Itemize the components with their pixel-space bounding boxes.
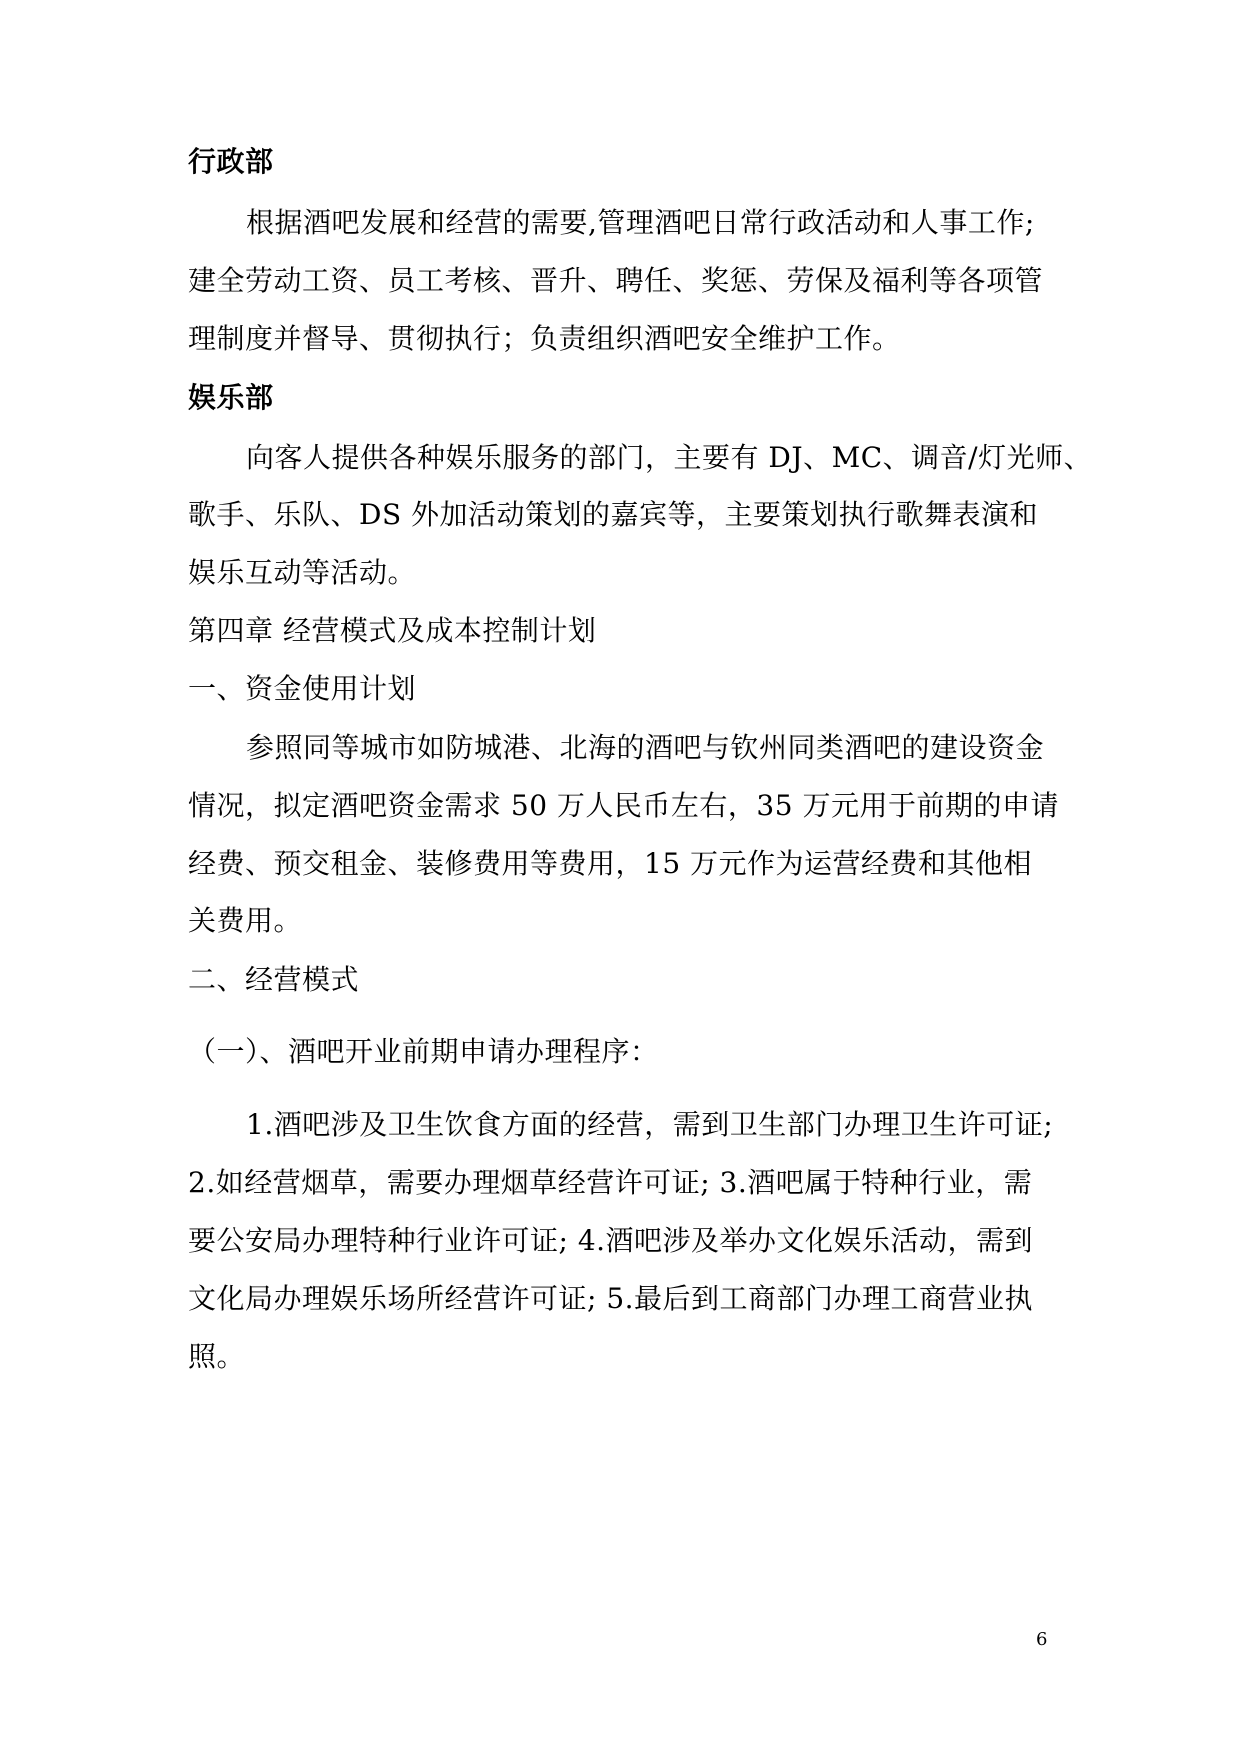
funds-paragraph-line-4: 关费用。 <box>188 904 303 937</box>
funds-paragraph-line-1: 参照同等城市如防城港、北海的酒吧与钦州同类酒吧的建设资金 <box>246 731 1045 764</box>
admin-paragraph-line-2: 建全劳动工资、员工考核、晋升、聘任、奖惩、劳保及福利等各项管 <box>188 264 1044 297</box>
procedure-paragraph-line-3: 要公安局办理特种行业许可证; 4.酒吧涉及举办文化娱乐活动，需到 <box>188 1224 1034 1257</box>
admin-paragraph-line-3: 理制度并督导、贯彻执行；负责组织酒吧安全维护工作。 <box>188 322 901 355</box>
procedure-paragraph-line-1: 1.酒吧涉及卫生饮食方面的经营，需到卫生部门办理卫生许可证; <box>246 1108 1054 1141</box>
chapter-title: 第四章 经营模式及成本控制计划 <box>188 614 597 647</box>
procedure-heading: （一）、酒吧开业前期申请办理程序： <box>188 1035 659 1068</box>
procedure-paragraph-line-5: 照。 <box>188 1340 246 1373</box>
procedure-paragraph-line-2: 2.如经营烟草，需要办理烟草经营许可证; 3.酒吧属于特种行业，需 <box>188 1166 1033 1199</box>
admin-paragraph-line-1: 根据酒吧发展和经营的需要,管理酒吧日常行政活动和人事工作; <box>246 206 1035 239</box>
page-number: 6 <box>1036 1629 1048 1650</box>
entertainment-paragraph-line-1: 向客人提供各种娱乐服务的部门，主要有 DJ、MC、调音/灯光师、 <box>246 441 1093 474</box>
entertainment-paragraph-line-3: 娱乐互动等活动。 <box>188 556 417 589</box>
funds-paragraph-line-3: 经费、预交租金、装修费用等费用，15 万元作为运营经费和其他相 <box>188 847 1033 880</box>
entertainment-paragraph-line-2: 歌手、乐队、DS 外加活动策划的嘉宾等，主要策划执行歌舞表演和 <box>188 498 1039 531</box>
entertainment-dept-heading: 娱乐部 <box>188 381 274 414</box>
business-mode-heading: 二、经营模式 <box>188 963 360 996</box>
admin-dept-heading: 行政部 <box>188 145 274 178</box>
funds-paragraph-line-2: 情况，拟定酒吧资金需求 50 万人民币左右，35 万元用于前期的申请 <box>188 789 1059 822</box>
procedure-paragraph-line-4: 文化局办理娱乐场所经营许可证; 5.最后到工商部门办理工商营业执 <box>188 1282 1034 1315</box>
funds-plan-heading: 一、资金使用计划 <box>188 672 417 705</box>
